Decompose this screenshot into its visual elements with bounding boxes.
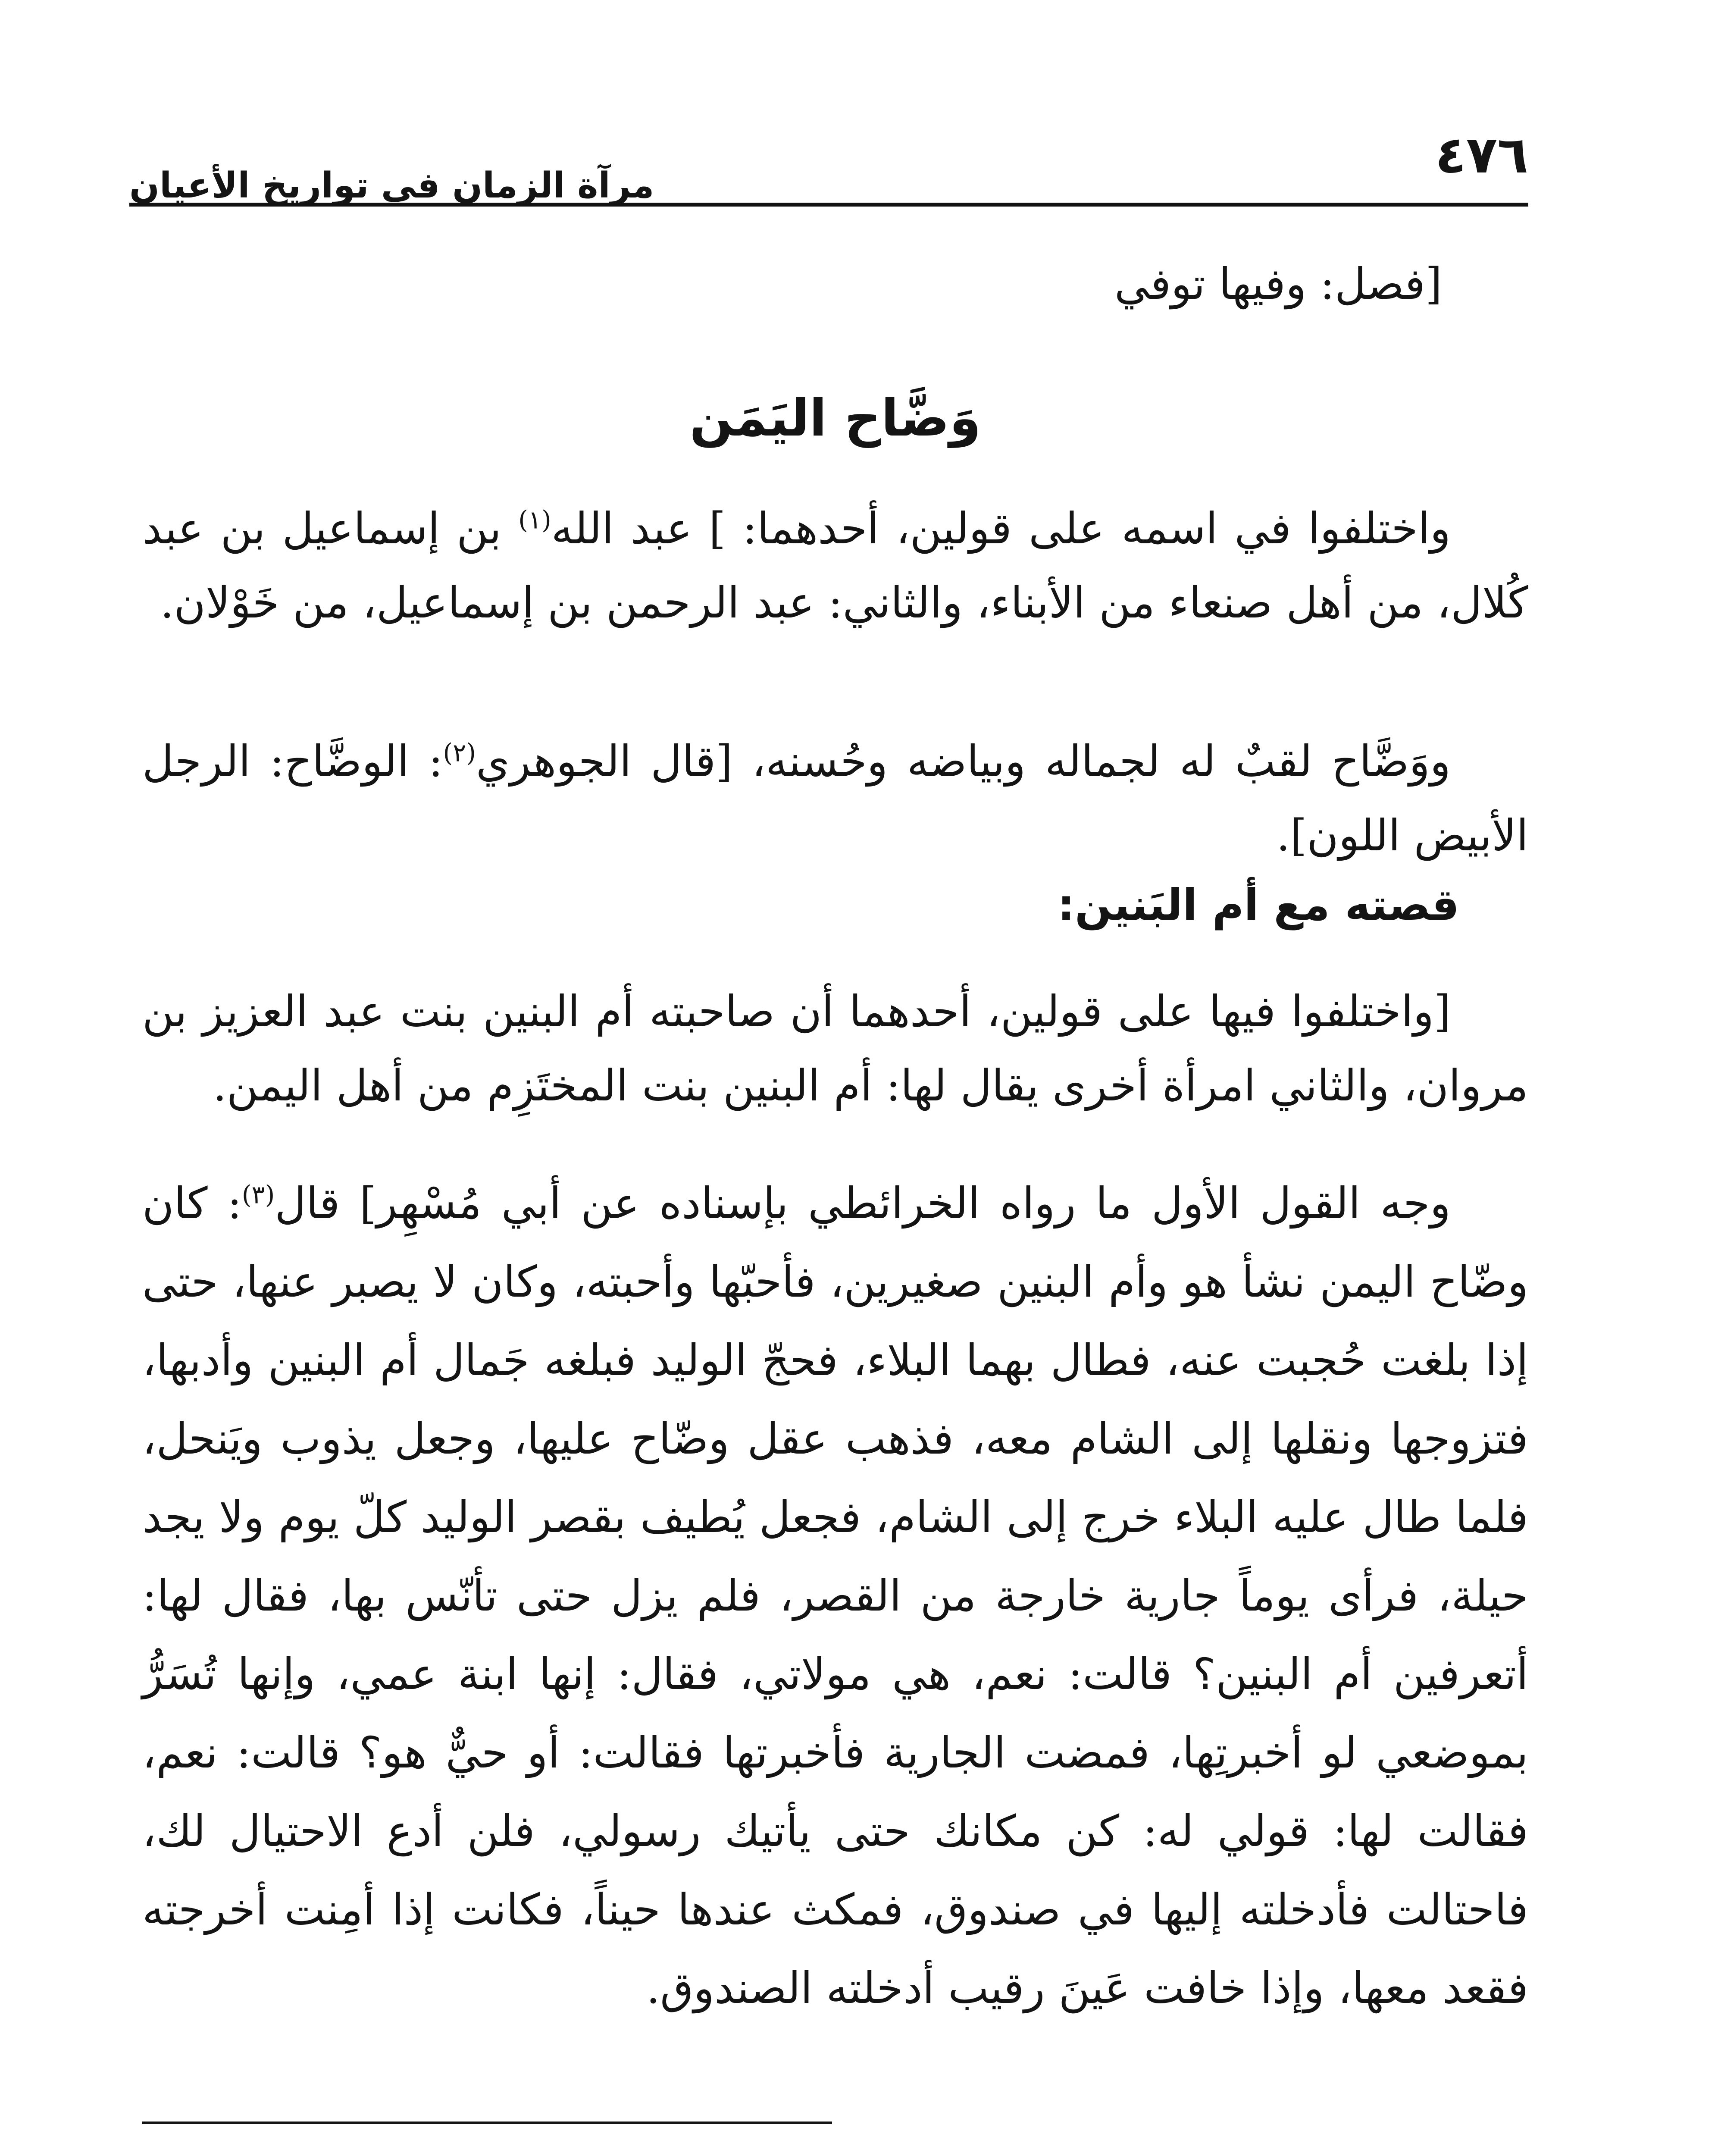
- page-number: ٤٧٦: [1435, 125, 1528, 185]
- footnote-ref: (٣): [241, 1180, 275, 1210]
- header-rule: [129, 203, 1528, 207]
- section-subheading: قصته مع أم البَنين:: [1058, 880, 1459, 930]
- chapter-label: [فصل: وفيها توفي: [1114, 259, 1442, 309]
- paragraph-text: وجه القول الأول ما رواه الخرائطي بإسناده عن أبي مُسْهِر] قال: [275, 1178, 1451, 1228]
- footnote-ref: (١): [518, 505, 551, 535]
- footnote-ref: (٢): [443, 738, 476, 768]
- paragraph-two-opinions: [واختلفوا فيها على قولين، أحدهما أن صاحبته أم البنين بنت عبد العزيز بن مروان، والثاني امرأة أخرى يقال لها: أم البنين بنت المختَزِم من أهل اليمن.: [142, 986, 1528, 1111]
- paragraph-nickname: [142, 724, 1528, 873]
- paragraph-text: بن إسماعيل بن عبد كُلال، من أهل صنعاء من الأبناء، والثاني: عبد الرحمن بن إسماعيل، من خَوْلان.: [142, 503, 1528, 628]
- paragraph-text: ووَضَّاح لقبٌ له لجماله وبياضه وحُسنه، [قال الجوهري: [476, 736, 1451, 787]
- paragraph-text: : كان وضّاح اليمن نشأ هو وأم البنين صغيرين، فأحبّها وأحبته، وكان لا يصبر عنها، حتى إذا بلغت حُجبت عنه، فطال بهما البلاء، فحجّ الوليد فبلغه جَمال أم البنين وأدبها، فتزوجها ونقلها إلى الشام معه، فذهب عقل وضّاح عليها، وجعل يذوب ويَنحل، فلما طال عليه البلاء خرج إلى الشام، فجعل يُطيف بقصر الوليد كلّ يوم ولا يجد حيلة، فرأى يوماً جارية خارجة من القصر، فلم يزل حتى تأنّس بها، فقال لها: أتعرفين أم البنين؟ قالت: نعم، هي مولاتي، فقال: إنها ابنة عمي، وإنها تُسَرُّ بموضعي لو أخبرتِها، فمضت الجارية فأخبرتها فقالت: أو حيٌّ هو؟ قالت: نعم، فقالت لها: قولي له: كن مكانك حتى يأتيك رسولي، فلن أدع الاحتيال لك، فاحتالت فأدخلته إليها في صندوق، فمكث عندها حيناً، فكانت إذا أمِنت أخرجته فقعد معها، وإذا خافت عَينَ رقيب أدخلته الصندوق.: [142, 1178, 1529, 2013]
- paragraph-text: واختلفوا في اسمه على قولين، أحدهما: ] عبد الله: [551, 503, 1451, 554]
- footnote-rule: [142, 2122, 832, 2124]
- paragraph-text: : الوضَّاح: الرجل الأبيض اللون].: [142, 736, 1528, 861]
- paragraph-story: [142, 1164, 1528, 2028]
- entry-title: وَضَّاح اليَمَن: [689, 388, 981, 448]
- book-title: مرآة الزمان في تواريخ الأعيان: [129, 165, 654, 206]
- paragraph-name: [142, 492, 1528, 640]
